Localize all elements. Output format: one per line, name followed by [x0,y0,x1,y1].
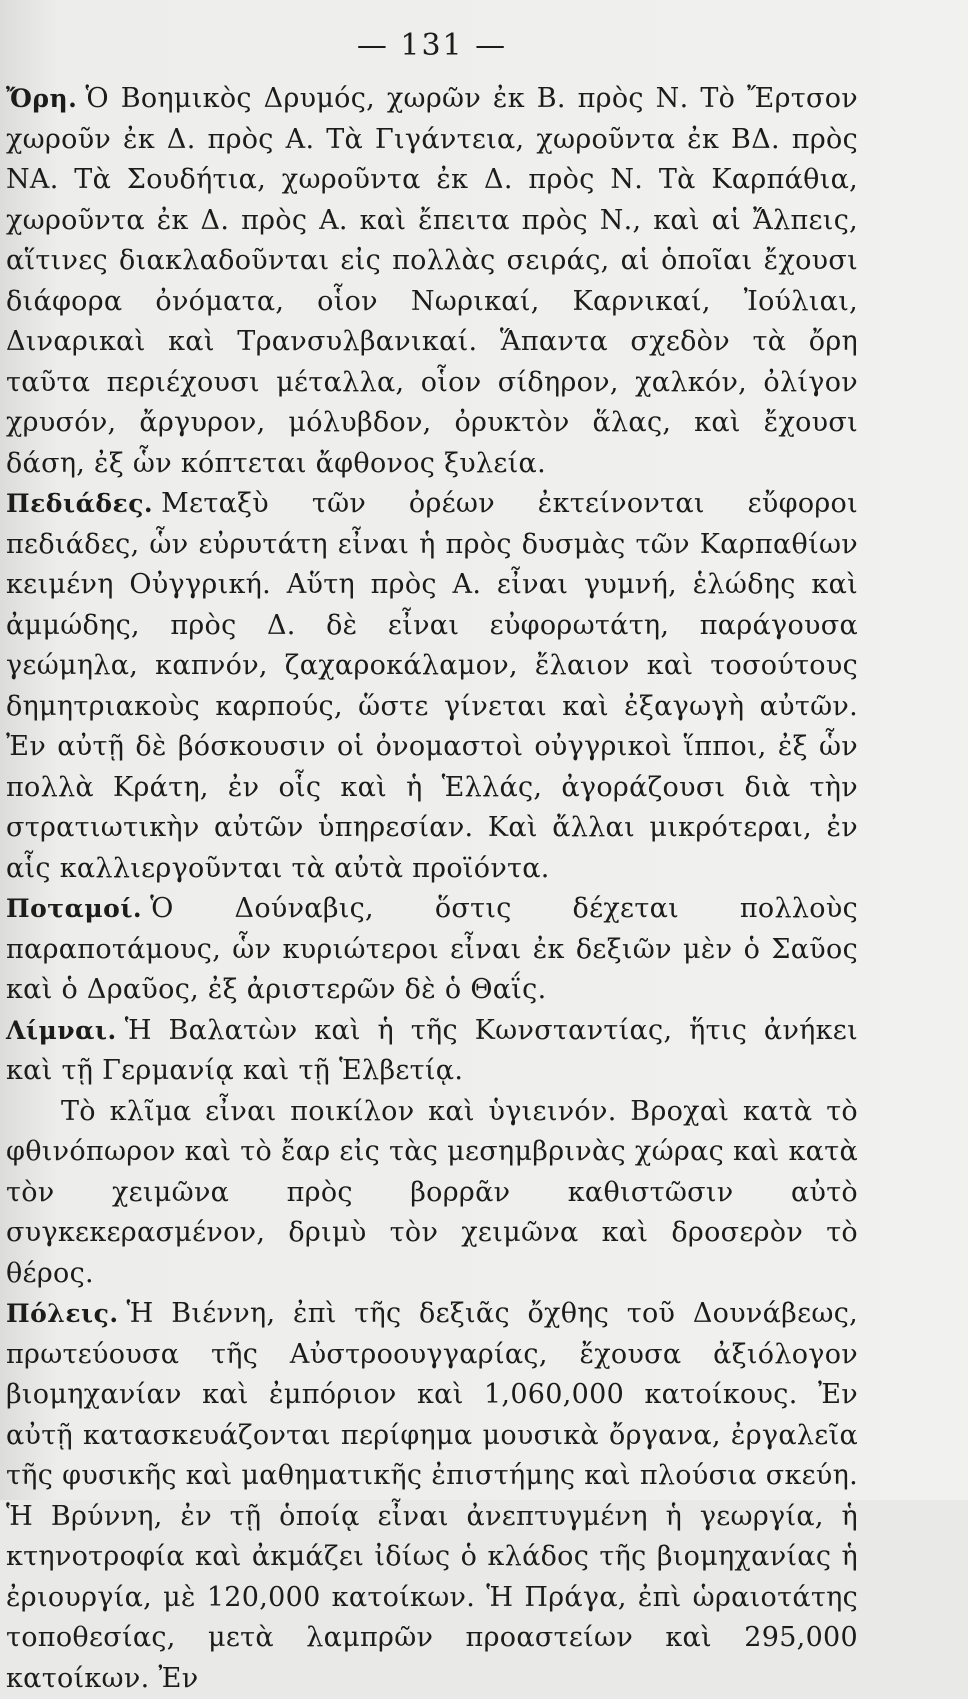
section-heading: Πόλεις. [6,1299,119,1328]
section-heading: Λίμναι. [6,1015,117,1045]
section-text: Ἡ Βιέννη, ἐπὶ τῆς δεξιᾶς ὄχθης τοῦ Δουνάβεως, πρωτεύουσα τῆς Αὐστροουγγαρίας, ἔχουσα ἀξιόλογον βιομηχανίαν καὶ ἐμπόριον καὶ 1,060,000 κατοίκους. Ἐν αὐτῇ κατασκευάζονται περίφημα μουσικὰ ὄργανα, ἐργαλεῖα τῆς φυσικῆς καὶ μαθηματικῆς ἐπιστήμης καὶ πλούσια σκεύη. Ἡ Βρύννη, ἐν τῇ ὁποίᾳ εἶναι ἀνεπτυγμένη ἡ γεωργία, ἡ κτηνοτροφία καὶ ἀκμάζει ἰδίως ὁ κλάδος τῆς βιομηχανίας ἡ ἐριουργία, μὲ 120,000 κατοίκων. Ἡ Πράγα, ἐπὶ ὡραιοτάτης τοποθεσίας, μετὰ λαμπρῶν προαστείων καὶ 295,000 κατοίκων. Ἐν [6,1298,858,1694]
section-text: Ὁ Δούναβις, ὅστις δέχεται πολλοὺς παραποτάμους, ὧν κυριώτεροι εἶναι ἐκ δεξιῶν μὲν ὁ Σαῦος καὶ ὁ Δραῦος, ἐξ ἀριστερῶν δὲ ὁ Θαΐς. [6,893,858,1005]
section-rivers [6,889,858,1011]
section-mountains [6,79,858,484]
section-plains [6,484,858,889]
section-text: Ὁ Βοημικὸς Δρυμός, χωρῶν ἐκ Β. πρὸς Ν. Τὸ Ἔρτσον χωροῦν ἐκ Δ. πρὸς Α. Τὰ Γιγάντεια, χωροῦντα ἐκ ΒΔ. πρὸς ΝΑ. Τὰ Σουδήτια, χωροῦντα ἐκ Δ. πρὸς Ν. Τὰ Καρπάθια, χωροῦντα ἐκ Δ. πρὸς Α. καὶ ἔπειτα πρὸς Ν., καὶ αἱ Ἄλπεις, αἵτινες διακλαδοῦνται εἰς πολλὰς σειράς, αἱ ὁποῖαι ἔχουσι διάφορα ὀνόματα, οἷον Νωρικαί, Καρνικαί, Ἰούλιαι, Διναρικαὶ καὶ Τρανσυλβανικαί. Ἅπαντα σχεδὸν τὰ ὄρη ταῦτα περιέχουσι μέταλλα, οἷον σίδηρον, χαλκόν, ὀλίγον χρυσόν, ἄργυρον, μόλυβδον, ὀρυκτὸν ἅλας, καὶ ἔχουσι δάση, ἐξ ὧν κόπτεται ἄφθονος ξυλεία. [6,83,858,479]
section-climate [6,1092,858,1295]
section-text: Ἡ Βαλατὼν καὶ ἡ τῆς Κωνσταντίας, ἥτις ἀνήκει καὶ τῇ Γερμανίᾳ καὶ τῇ Ἑλβετίᾳ. [6,1014,858,1086]
page-number: — 131 — [356,28,508,63]
section-cities [6,1294,858,1699]
section-heading: Πεδιάδες. [6,489,154,518]
section-text: Τὸ κλῖμα εἶναι ποικίλον καὶ ὑγιεινόν. Βροχαὶ κατὰ τὸ φθινόπωρον καὶ τὸ ἔαρ εἰς τὰς μεσημβρινὰς χώρας καὶ κατὰ τὸν χειμῶνα πρὸς βορρᾶν καθιστῶσιν αὐτὸ συγκεκερασμένον, δριμὺ τὸν χειμῶνα καὶ δροσερὸν τὸ θέρος. [6,1095,858,1289]
section-lakes [6,1011,858,1092]
section-heading: Ποταμοί. [6,894,143,923]
section-heading: Ὄρη. [6,84,78,113]
section-text: Μεταξὺ τῶν ὀρέων ἐκτείνονται εὔφοροι πεδιάδες, ὧν εὐρυτάτη εἶναι ἡ πρὸς δυσμὰς τῶν Καρπαθίων κειμένη Οὐγγρική. Αὕτη πρὸς Α. εἶναι γυμνή, ἑλώδης καὶ ἀμμώδης, πρὸς Δ. δὲ εἶναι εὐφορωτάτη, παράγουσα γεώμηλα, καπνόν, ζαχαροκάλαμον, ἔλαιον καὶ τοσούτους δημητριακοὺς καρπούς, ὥστε γίνεται καὶ ἐξαγωγὴ αὐτῶν. Ἐν αὐτῇ δὲ βόσκουσιν οἱ ὀνομαστοὶ οὐγγρικοὶ ἵπποι, ἐξ ὧν πολλὰ Κράτη, ἐν οἷς καὶ ἡ Ἑλλάς, ἀγοράζουσι διὰ τὴν στρατιωτικὴν αὐτῶν ὑπηρεσίαν. Καὶ ἄλλαι μικρότεραι, ἐν αἷς καλλιεργοῦνται τὰ αὐτὰ προϊόντα. [6,488,858,884]
